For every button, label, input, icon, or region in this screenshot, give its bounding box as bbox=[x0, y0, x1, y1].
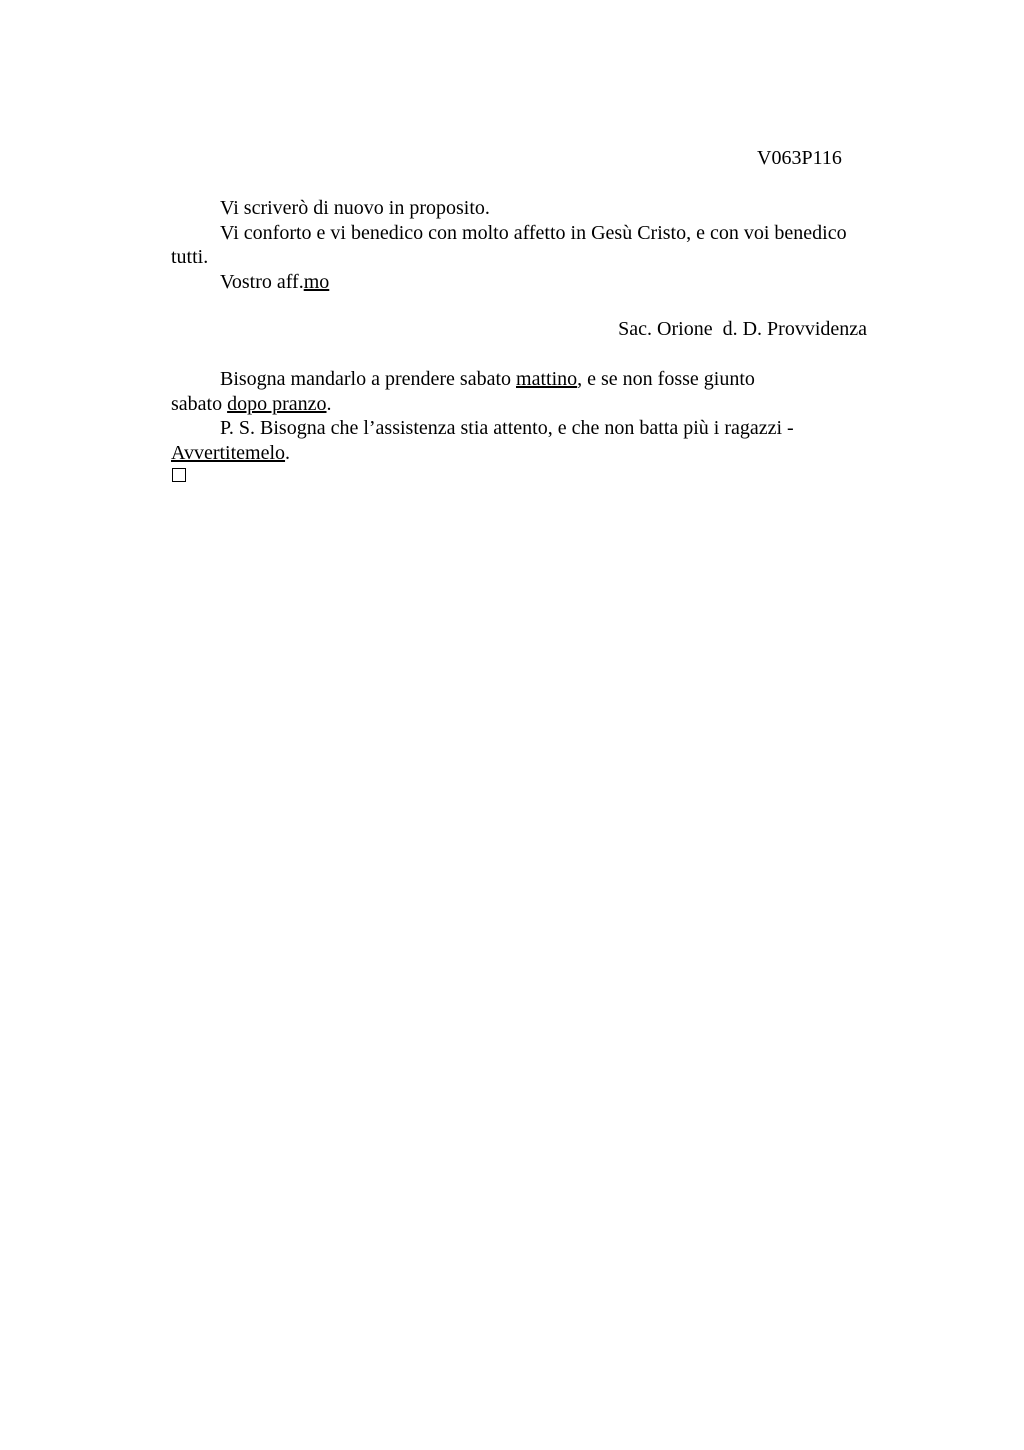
text-line: Vi conforto e vi benedico con molto affetto in Gesù Cristo, e con voi benedico bbox=[220, 221, 847, 244]
text-line bbox=[171, 392, 871, 417]
text-span: . bbox=[326, 392, 332, 415]
underlined-word: mattino bbox=[516, 368, 578, 390]
underlined-word: dopo pranzo bbox=[227, 392, 327, 415]
page-id: V063P116 bbox=[757, 147, 842, 169]
signature: Sac. Orione d. D. Provvidenza bbox=[618, 318, 867, 340]
empty-square-icon bbox=[172, 468, 186, 482]
text-line bbox=[171, 367, 871, 392]
letter-body bbox=[171, 196, 871, 294]
text-line: Vi scriverò di nuovo in proposito. bbox=[220, 197, 490, 219]
text-span: . bbox=[285, 441, 291, 464]
text-span: Bisogna mandarlo a prendere sabato bbox=[220, 368, 517, 390]
text-line bbox=[171, 441, 871, 466]
postscript-line: P. S. Bisogna che l’assistenza stia attento, e che non batta più i ragazzi - bbox=[220, 417, 794, 439]
text-span: , e se non fosse giunto bbox=[577, 368, 755, 390]
closing-superscript-abbrev: mo bbox=[303, 270, 330, 293]
postscript-block bbox=[171, 367, 871, 465]
text-span: sabato bbox=[171, 392, 228, 415]
closing-line bbox=[171, 270, 871, 295]
underlined-word: Avvertitemelo bbox=[171, 441, 286, 464]
closing-prefix: Vostro aff. bbox=[220, 270, 304, 293]
text-line: tutti. bbox=[171, 246, 209, 268]
